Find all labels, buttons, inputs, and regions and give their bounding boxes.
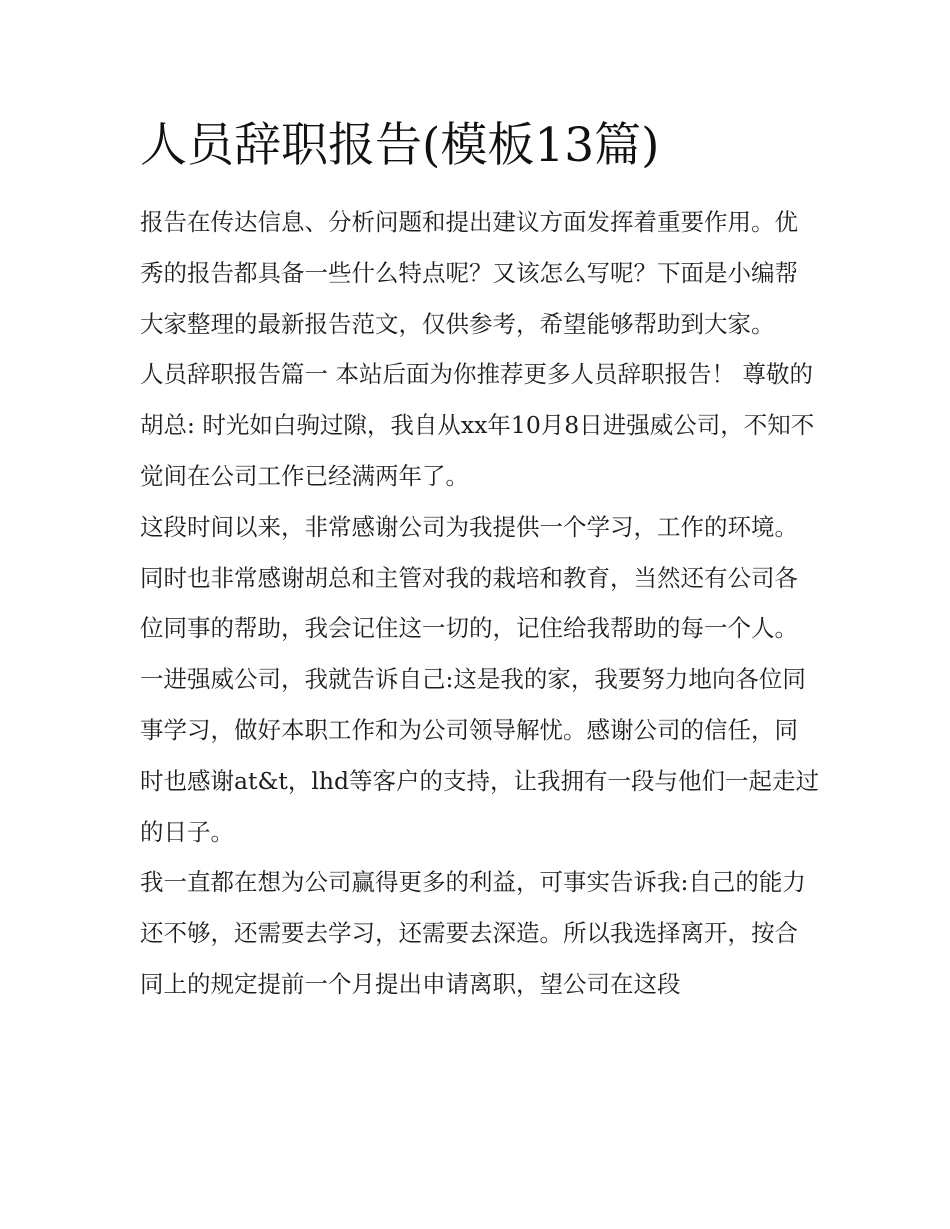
paragraph-reason: 我一直都在想为公司赢得更多的利益，可事实告诉我:自己的能力还不够，还需要去学习，还需要去深造。所以我选择离开，按合同上的规定提前一个月提出申请离职，望公司在这段 (140, 868, 806, 998)
document-body (140, 197, 820, 1010)
document-title: 人员辞职报告(模板13篇) (140, 118, 660, 173)
paragraph-experience: 一进强威公司，我就告诉自己:这是我的家，我要努力地向各位同事学习，做好本职工作和为公司领导解忧。感谢公司的信任，同时也感谢at&t，lhd等客户的支持，让我拥有一段与他们一起走过的日子。 (140, 665, 820, 846)
paragraph-greeting: 人员辞职报告篇一 本站后面为你推荐更多人员辞职报告！ 尊敬的胡总: 时光如白驹过隙，我自从xx年10月8日进强威公司，不知不觉间在公司工作已经满两年了。 (140, 360, 815, 490)
paragraph-thanks: 这段时间以来，非常感谢公司为我提供一个学习，工作的环境。同时也非常感谢胡总和主管对我的栽培和教育，当然还有公司各位同事的帮助，我会记住这一切的，记住给我帮助的每一个人。 (140, 512, 798, 643)
paragraph-intro: 报告在传达信息、分析问题和提出建议方面发挥着重要作用。优秀的报告都具备一些什么特点呢？又该怎么写呢？下面是小编帮大家整理的最新报告范文，仅供参考，希望能够帮助到大家。 (140, 208, 798, 338)
